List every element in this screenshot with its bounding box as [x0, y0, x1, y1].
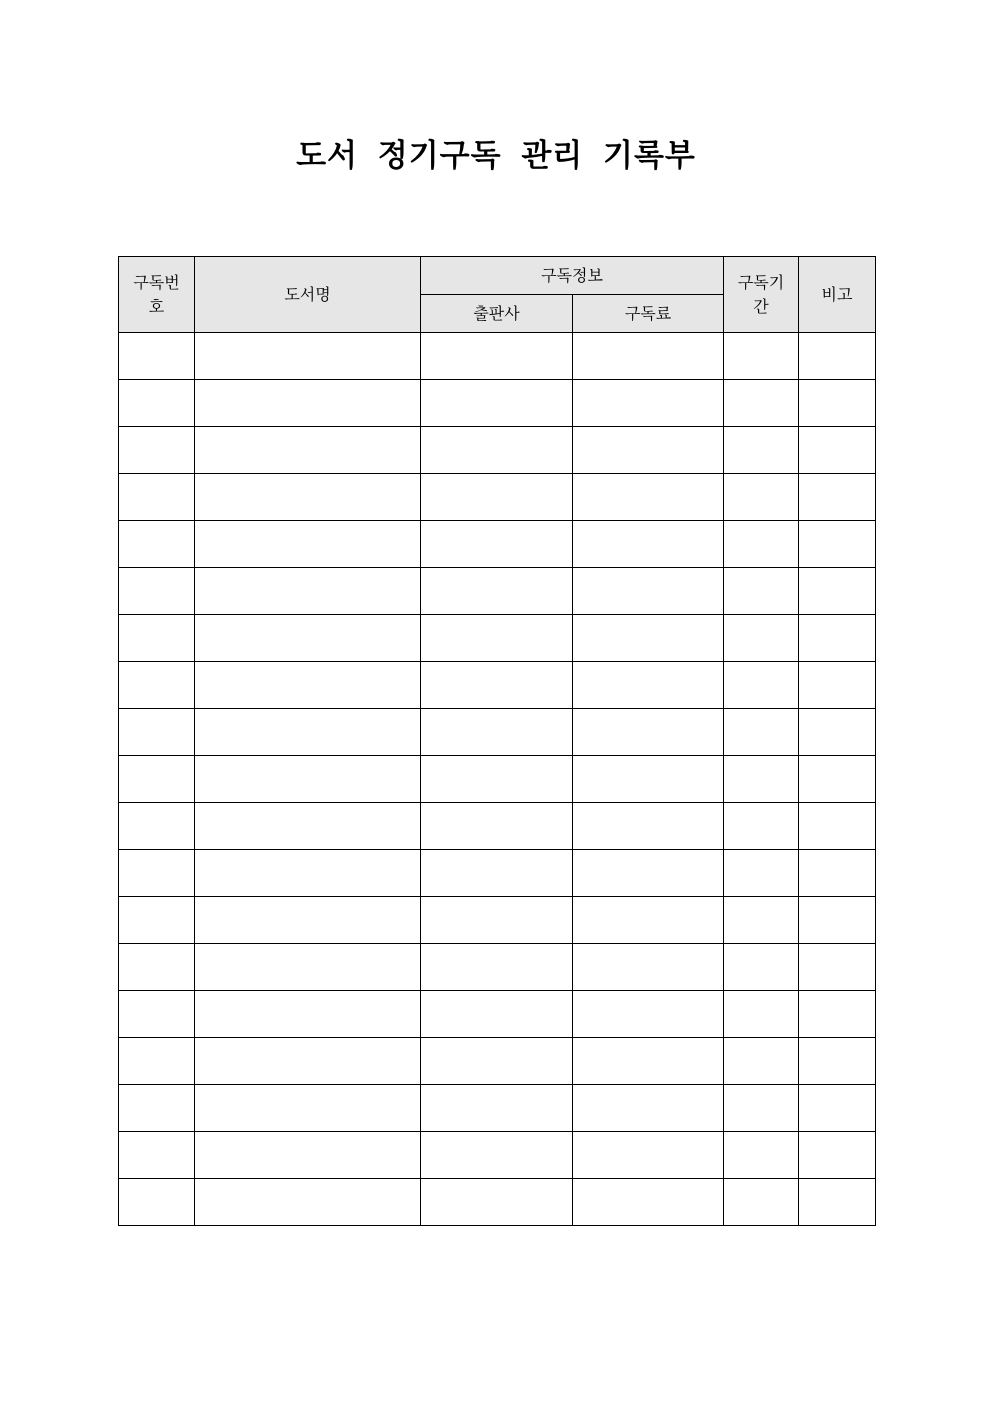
cell-subscription-no[interactable] [119, 427, 195, 474]
cell-book-title[interactable] [195, 1179, 421, 1226]
cell-publisher[interactable] [421, 427, 573, 474]
cell-remarks[interactable] [799, 944, 876, 991]
page-title: 도서 정기구독 관리 기록부 [296, 138, 696, 174]
cell-subscription-period[interactable] [724, 1038, 799, 1085]
cell-subscription-no[interactable] [119, 897, 195, 944]
cell-subscription-fee[interactable] [573, 521, 724, 568]
table-row [119, 380, 876, 427]
cell-subscription-no[interactable] [119, 615, 195, 662]
cell-subscription-fee[interactable] [573, 1132, 724, 1179]
cell-subscription-period[interactable] [724, 380, 799, 427]
cell-book-title[interactable] [195, 521, 421, 568]
cell-remarks[interactable] [799, 709, 876, 756]
cell-subscription-period[interactable] [724, 991, 799, 1038]
table-row [119, 1038, 876, 1085]
cell-book-title[interactable] [195, 1038, 421, 1085]
table-row [119, 662, 876, 709]
cell-publisher[interactable] [421, 568, 573, 615]
cell-subscription-fee[interactable] [573, 1179, 724, 1226]
cell-subscription-period[interactable] [724, 427, 799, 474]
cell-subscription-fee[interactable] [573, 615, 724, 662]
cell-subscription-no[interactable] [119, 521, 195, 568]
cell-subscription-no[interactable] [119, 1038, 195, 1085]
cell-subscription-period[interactable] [724, 1179, 799, 1226]
cell-remarks[interactable] [799, 333, 876, 380]
cell-subscription-no[interactable] [119, 1179, 195, 1226]
header-subscription-fee: 구독료 [573, 295, 724, 333]
cell-subscription-fee[interactable] [573, 662, 724, 709]
cell-remarks[interactable] [799, 427, 876, 474]
cell-remarks[interactable] [799, 568, 876, 615]
cell-subscription-period[interactable] [724, 756, 799, 803]
table-row [119, 474, 876, 521]
cell-subscription-period[interactable] [724, 662, 799, 709]
cell-publisher[interactable] [421, 1132, 573, 1179]
cell-book-title[interactable] [195, 474, 421, 521]
cell-publisher[interactable] [421, 333, 573, 380]
cell-book-title[interactable] [195, 756, 421, 803]
cell-subscription-fee[interactable] [573, 756, 724, 803]
cell-publisher[interactable] [421, 662, 573, 709]
cell-publisher[interactable] [421, 803, 573, 850]
cell-subscription-fee[interactable] [573, 427, 724, 474]
cell-publisher[interactable] [421, 474, 573, 521]
cell-publisher[interactable] [421, 1085, 573, 1132]
cell-book-title[interactable] [195, 333, 421, 380]
cell-subscription-period[interactable] [724, 1085, 799, 1132]
cell-subscription-no[interactable] [119, 756, 195, 803]
cell-remarks[interactable] [799, 615, 876, 662]
cell-remarks[interactable] [799, 662, 876, 709]
header-subscription-info: 구독정보 [421, 257, 724, 295]
cell-book-title[interactable] [195, 662, 421, 709]
cell-subscription-fee[interactable] [573, 850, 724, 897]
cell-remarks[interactable] [799, 1179, 876, 1226]
cell-remarks[interactable] [799, 380, 876, 427]
cell-subscription-fee[interactable] [573, 1038, 724, 1085]
cell-subscription-no[interactable] [119, 991, 195, 1038]
cell-book-title[interactable] [195, 1132, 421, 1179]
cell-subscription-no[interactable] [119, 709, 195, 756]
cell-subscription-fee[interactable] [573, 709, 724, 756]
cell-remarks[interactable] [799, 991, 876, 1038]
cell-subscription-no[interactable] [119, 568, 195, 615]
table-row [119, 615, 876, 662]
header-subscription-no: 구독번호 [119, 257, 195, 333]
cell-remarks[interactable] [799, 521, 876, 568]
table-row [119, 568, 876, 615]
header-remarks: 비고 [799, 257, 876, 333]
table-header-row [119, 257, 876, 295]
cell-subscription-no[interactable] [119, 944, 195, 991]
cell-publisher[interactable] [421, 521, 573, 568]
cell-publisher[interactable] [421, 897, 573, 944]
table-body [119, 333, 876, 1226]
cell-book-title[interactable] [195, 944, 421, 991]
table-row [119, 991, 876, 1038]
cell-publisher[interactable] [421, 944, 573, 991]
cell-subscription-period[interactable] [724, 333, 799, 380]
cell-subscription-fee[interactable] [573, 803, 724, 850]
cell-book-title[interactable] [195, 615, 421, 662]
cell-subscription-period[interactable] [724, 521, 799, 568]
cell-subscription-no[interactable] [119, 380, 195, 427]
table-row [119, 709, 876, 756]
table-row [119, 944, 876, 991]
cell-subscription-fee[interactable] [573, 568, 724, 615]
cell-subscription-period[interactable] [724, 897, 799, 944]
cell-subscription-no[interactable] [119, 474, 195, 521]
cell-remarks[interactable] [799, 1132, 876, 1179]
cell-subscription-no[interactable] [119, 333, 195, 380]
cell-book-title[interactable] [195, 897, 421, 944]
table-row [119, 521, 876, 568]
cell-publisher[interactable] [421, 1038, 573, 1085]
cell-subscription-period[interactable] [724, 474, 799, 521]
cell-book-title[interactable] [195, 803, 421, 850]
cell-subscription-fee[interactable] [573, 991, 724, 1038]
cell-subscription-fee[interactable] [573, 380, 724, 427]
cell-publisher[interactable] [421, 1179, 573, 1226]
table-row [119, 427, 876, 474]
cell-book-title[interactable] [195, 991, 421, 1038]
table-row [119, 756, 876, 803]
cell-remarks[interactable] [799, 897, 876, 944]
table-row [119, 803, 876, 850]
cell-remarks[interactable] [799, 474, 876, 521]
table-row [119, 1179, 876, 1226]
cell-subscription-no[interactable] [119, 803, 195, 850]
cell-subscription-fee[interactable] [573, 1085, 724, 1132]
cell-subscription-no[interactable] [119, 662, 195, 709]
cell-publisher[interactable] [421, 709, 573, 756]
table-row [119, 333, 876, 380]
cell-book-title[interactable] [195, 1085, 421, 1132]
cell-subscription-period[interactable] [724, 850, 799, 897]
cell-subscription-no[interactable] [119, 1085, 195, 1132]
table-row [119, 850, 876, 897]
cell-subscription-period[interactable] [724, 615, 799, 662]
cell-subscription-fee[interactable] [573, 944, 724, 991]
header-subscription-period: 구독기간 [724, 257, 799, 333]
cell-publisher[interactable] [421, 756, 573, 803]
cell-publisher[interactable] [421, 615, 573, 662]
table-row [119, 897, 876, 944]
cell-subscription-fee[interactable] [573, 474, 724, 521]
cell-book-title[interactable] [195, 850, 421, 897]
cell-subscription-no[interactable] [119, 850, 195, 897]
cell-book-title[interactable] [195, 427, 421, 474]
cell-subscription-no[interactable] [119, 1132, 195, 1179]
cell-subscription-period[interactable] [724, 803, 799, 850]
table-row [119, 1085, 876, 1132]
cell-subscription-period[interactable] [724, 568, 799, 615]
cell-book-title[interactable] [195, 568, 421, 615]
cell-remarks[interactable] [799, 803, 876, 850]
cell-publisher[interactable] [421, 991, 573, 1038]
cell-book-title[interactable] [195, 380, 421, 427]
cell-subscription-fee[interactable] [573, 897, 724, 944]
cell-remarks[interactable] [799, 756, 876, 803]
header-book-title: 도서명 [195, 257, 421, 333]
cell-publisher[interactable] [421, 380, 573, 427]
cell-publisher[interactable] [421, 850, 573, 897]
subscription-record-table [118, 256, 876, 1226]
cell-subscription-fee[interactable] [573, 333, 724, 380]
cell-remarks[interactable] [799, 850, 876, 897]
header-publisher: 출판사 [421, 295, 573, 333]
cell-remarks[interactable] [799, 1038, 876, 1085]
table-row [119, 1132, 876, 1179]
cell-subscription-period[interactable] [724, 1132, 799, 1179]
cell-subscription-period[interactable] [724, 944, 799, 991]
cell-subscription-period[interactable] [724, 709, 799, 756]
cell-remarks[interactable] [799, 1085, 876, 1132]
cell-book-title[interactable] [195, 709, 421, 756]
